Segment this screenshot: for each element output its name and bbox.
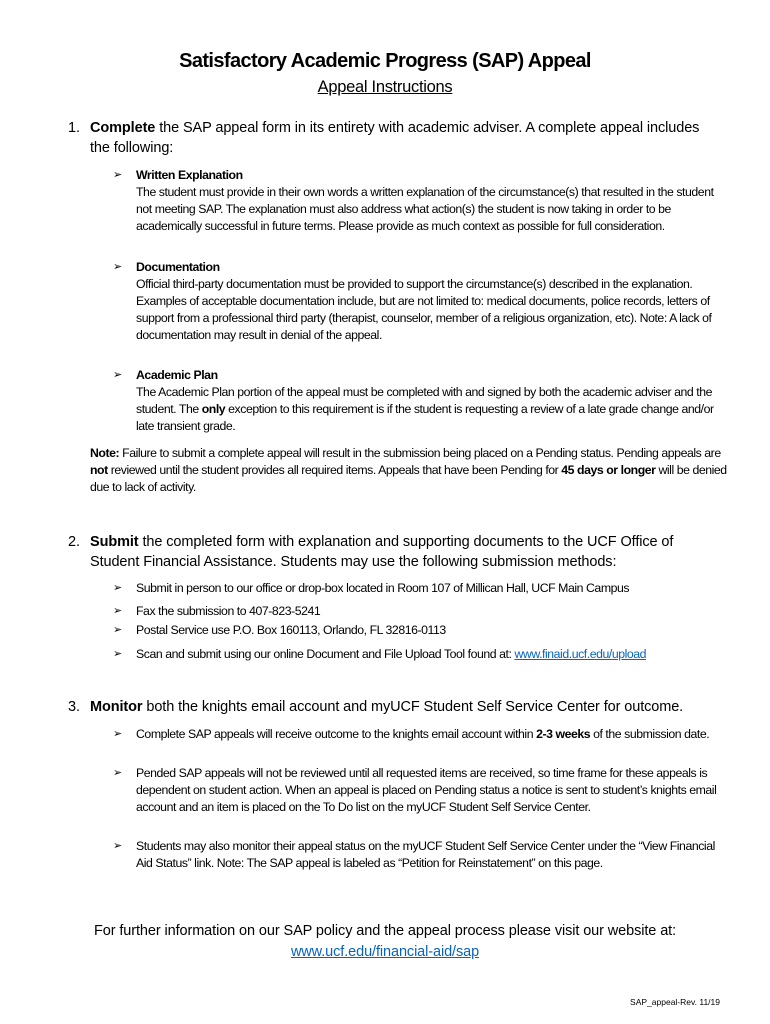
- further-info: [0, 921, 770, 963]
- step-body: the completed form with explanation and supporting documents to the UCF Office of Student Financial Assistance. Students may use the following submission methods:: [90, 534, 674, 570]
- bullet-body-cont: exception to this requirement is if the student is requesting a review of a late grade change and/or late transient grade.: [136, 402, 714, 433]
- step-text: [90, 532, 718, 572]
- subtitle-text: Appeal Instructions: [317, 78, 453, 96]
- bullet-bold: only: [201, 402, 226, 416]
- arrow-bullet-icon: ➢: [113, 605, 122, 617]
- note-label: Note:: [90, 446, 120, 460]
- bullet-body: Complete SAP appeals will receive outcome to the knights email account within: [136, 727, 537, 741]
- bullet-outcome-timing: [113, 726, 725, 743]
- arrow-bullet-icon: ➢: [113, 840, 122, 852]
- bullet-upload: [113, 646, 725, 663]
- bullet-written-explanation: [113, 167, 725, 235]
- bullet-body: The Academic Plan portion of the appeal must be completed with and signed by both the academic adviser and the student. The: [136, 385, 712, 416]
- step-2: [68, 532, 718, 572]
- arrow-bullet-icon: ➢: [113, 624, 122, 636]
- bullet-body: Official third-party documentation must be provided to support the circumstance(s) described in the explanation. Examples of acceptable documentation include, but are not limited to: medical documents, police records, letters of support from a professional third party (therapist, counselor, member of a religious organization, etc). Note: A lack of documentation may result in denial of the appeal.: [136, 277, 712, 342]
- further-text: For further information on our SAP policy and the appeal process please visit our website at:: [93, 923, 677, 939]
- bullet-bold: 2-3 weeks: [536, 727, 591, 741]
- bullet-heading: Written Explanation: [136, 168, 243, 182]
- bullet-body: Submit in person to our office or drop-box located in Room 107 of Millican Hall, UCF Main Campus: [136, 581, 630, 595]
- upload-link[interactable]: www.finaid.ucf.edu/upload: [514, 647, 647, 661]
- step-keyword: Monitor: [90, 699, 143, 715]
- step-text: [90, 118, 718, 158]
- note-pending: [90, 445, 730, 496]
- note-bold: not: [90, 463, 108, 477]
- step-number: 3.: [68, 699, 80, 715]
- bullet-pended-appeals: [113, 765, 725, 816]
- step-keyword: Submit: [90, 534, 139, 550]
- bullet-body: Scan and submit using our online Document and File Upload Tool found at:: [136, 647, 515, 661]
- bullet-body: Students may also monitor their appeal status on the myUCF Student Self Service Center under the “View Financial Aid Status” link. Note: The SAP appeal is labeled as “Petition for Reinstatement” on this page.: [136, 839, 715, 870]
- sap-website-link[interactable]: www.ucf.edu/financial-aid/sap: [290, 944, 480, 960]
- bullet-body: Pended SAP appeals will not be reviewed until all requested items are received, so time frame for these appeals is dependent on student action. When an appeal is placed on Pending status a notice is sent to student’s knights email account and an item is placed on the To Do list on the myUCF Student Self Service Center.: [136, 766, 717, 814]
- bullet-body: Postal Service use P.O. Box 160113, Orlando, FL 32816-0113: [136, 623, 446, 637]
- note-text: reviewed until the student provides all required items. Appeals that have been Pending for: [107, 463, 562, 477]
- bullet-academic-plan: [113, 367, 725, 435]
- arrow-bullet-icon: ➢: [113, 261, 122, 273]
- bullet-documentation: [113, 259, 725, 344]
- step-body: both the knights email account and myUCF Student Self Service Center for outcome.: [142, 699, 684, 715]
- bullet-fax: [113, 603, 725, 620]
- revision-label: SAP_appeal-Rev. 11/19: [630, 997, 720, 1007]
- page-title: Satisfactory Academic Progress (SAP) Appeal: [179, 50, 591, 72]
- note-text: will be denied due to lack of activity.: [90, 463, 727, 494]
- step-1: [68, 118, 718, 158]
- arrow-bullet-icon: ➢: [113, 648, 122, 660]
- arrow-bullet-icon: ➢: [113, 728, 122, 740]
- step-number: 1.: [68, 120, 80, 136]
- arrow-bullet-icon: ➢: [113, 767, 122, 779]
- page-subtitle: [0, 78, 770, 97]
- bullet-body: The student must provide in their own words a written explanation of the circumstance(s) that resulted in the student not meeting SAP. The explanation must also address what action(s) the student is now taking in order to be academically successful in future terms. Please provide as much context as possible for full consideration.: [136, 185, 714, 233]
- step-number: 2.: [68, 534, 80, 550]
- note-text: Failure to submit a complete appeal will result in the submission being placed on a Pending status. Pending appeals are: [119, 446, 721, 460]
- step-keyword: Complete: [90, 120, 156, 136]
- note-bold: 45 days or longer: [561, 463, 656, 477]
- bullet-body: Fax the submission to 407-823-5241: [136, 604, 321, 618]
- step-body: the SAP appeal form in its entirety with academic adviser. A complete appeal includes the following:: [90, 120, 700, 156]
- arrow-bullet-icon: ➢: [113, 582, 122, 594]
- bullet-body-cont: of the submission date.: [590, 727, 710, 741]
- bullet-heading: Documentation: [136, 260, 220, 274]
- bullet-postal: [113, 622, 725, 639]
- bullet-in-person: [113, 580, 725, 597]
- bullet-heading: Academic Plan: [136, 368, 218, 382]
- bullet-monitor-status: [113, 838, 725, 872]
- step-3: [68, 697, 718, 717]
- arrow-bullet-icon: ➢: [113, 369, 122, 381]
- step-text: [90, 697, 718, 717]
- arrow-bullet-icon: ➢: [113, 169, 122, 181]
